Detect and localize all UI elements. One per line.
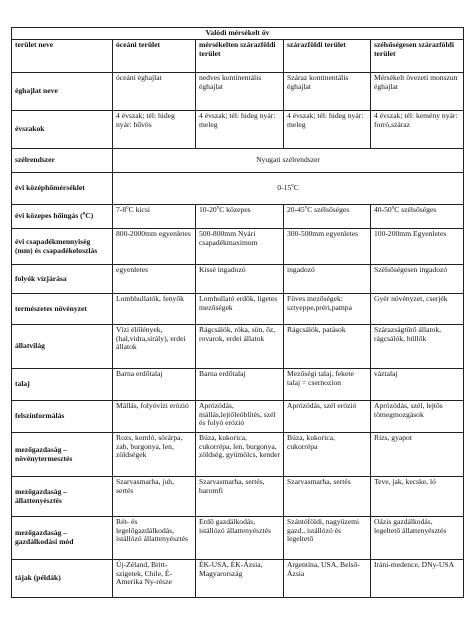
table-row-temperature-range bbox=[12, 205, 464, 229]
degree-superscript: o bbox=[291, 183, 294, 189]
table-cell: 4 évszak; tél: hideg nyár: meleg bbox=[196, 111, 284, 149]
header-cell-oceanic: óceáni terület bbox=[113, 40, 196, 73]
row-label: talaj bbox=[12, 369, 113, 401]
table-cell: Aprózódás, szél erózió bbox=[284, 401, 371, 433]
table-cell: Szarvasmarha, juh, sertés bbox=[113, 477, 196, 517]
degree-superscript: o bbox=[304, 205, 308, 211]
table-cell: Szarvasmarha, sertés, baromfi bbox=[196, 477, 284, 517]
table-cell: 800-2000mm egyenletes bbox=[113, 229, 196, 265]
row-label: természetes növényzet bbox=[12, 294, 113, 325]
value-text: C szélsőséges bbox=[307, 205, 350, 214]
table-cell: Szélsőségesen ingadozó bbox=[371, 265, 464, 294]
table-cell bbox=[113, 205, 196, 229]
header-cell-extreme-continental: szélsőségesen szárazföldi terület bbox=[371, 40, 464, 73]
degree-superscript: o bbox=[391, 205, 395, 211]
table-title: Valódi mérsékelt öv bbox=[12, 28, 464, 40]
value-text: 20-45 bbox=[287, 205, 305, 214]
row-label: állatvilág bbox=[12, 325, 113, 369]
value-text: C kicsi bbox=[128, 205, 150, 214]
row-label: évi csapadékmennyiség (mm) és csapadékeloszlás bbox=[12, 229, 113, 265]
table-row-climate-name bbox=[12, 73, 464, 111]
row-label: szélrendszer bbox=[12, 149, 113, 173]
table-cell: Füves mezőségek: sztyeppe,préri,pampa bbox=[284, 294, 371, 325]
table-cell: Rágcsálók, patások bbox=[284, 325, 371, 369]
table-row-wind-system bbox=[12, 149, 464, 173]
row-label: felszínformálás bbox=[12, 401, 113, 433]
unit-text: C bbox=[293, 183, 299, 193]
degree-superscript: o bbox=[216, 205, 220, 211]
table-cell: 4 évszak; tél: hideg nyár: hűvös bbox=[113, 111, 196, 149]
table-cell: 4 évszak; tél: kemény nyár: forró,száraz bbox=[371, 111, 464, 149]
merged-cell: Nyugati szélrendszer bbox=[113, 149, 464, 173]
table-row-river-regime bbox=[12, 265, 464, 294]
table-cell: Mállás, folyóvízi erózió bbox=[113, 401, 196, 433]
table-cell: Oázis gazdálkodás, legeltető állattenyésztés bbox=[371, 517, 464, 560]
table-row-vegetation bbox=[12, 294, 464, 325]
table-cell: Szántóföldi, nagyüzemi gazd., istállózó és legeltető bbox=[284, 517, 371, 560]
value-text: 7-8 bbox=[116, 205, 127, 214]
table-cell: Lomhullató erdők, ligetes mezőségek bbox=[196, 294, 284, 325]
degree-superscript: o bbox=[126, 205, 129, 211]
climate-zone-table bbox=[11, 27, 464, 598]
table-row-surface-shaping bbox=[12, 401, 464, 433]
table-cell: Lombhullatók, fenyők bbox=[113, 294, 196, 325]
table-row-mean-temperature bbox=[12, 173, 464, 205]
table-cell: Mérsékelt övezeti monszun éghajlat bbox=[371, 73, 464, 111]
table-cell: Rizs, gyapot bbox=[371, 433, 464, 477]
table-cell: Szárazságtűrő állatok, rágcsálók, hüllők bbox=[371, 325, 464, 369]
table-cell: 300-500mm egyenletes bbox=[284, 229, 371, 265]
table-cell: Búza, kukorica, cukorrépa bbox=[284, 433, 371, 477]
header-cell-continental: szárazföldi terület bbox=[284, 40, 371, 73]
row-label: mezőgazdaság – növénytermesztés bbox=[12, 433, 113, 477]
header-cell-area-name: terület neve bbox=[12, 40, 113, 73]
table-cell: Teve, jak, kecske, ló bbox=[371, 477, 464, 517]
table-cell: óceáni éghajlat bbox=[113, 73, 196, 111]
table-cell bbox=[284, 205, 371, 229]
table-cell bbox=[371, 205, 464, 229]
table-row-animal-husbandry bbox=[12, 477, 464, 517]
row-label: évszakok bbox=[12, 111, 113, 149]
table-cell: Búza, kukorica, cukorrépa, len, burgonya, zöldség, gyümölcs, kender bbox=[196, 433, 284, 477]
table-cell: ÉK-USA, ÉK-Ázsia, Magyarország bbox=[196, 560, 284, 598]
row-label: éghajlat neve bbox=[12, 73, 113, 111]
table-cell: Barna erdőtalaj bbox=[113, 369, 196, 401]
table-row-precipitation bbox=[12, 229, 464, 265]
row-label: folyók vízjárása bbox=[12, 265, 113, 294]
table-cell: Aprózódás, szél, lejtős tömegmozgások bbox=[371, 401, 464, 433]
merged-cell bbox=[113, 173, 464, 205]
value-text: C szélsőséges bbox=[394, 205, 437, 214]
row-label: mezőgazdaság – gazdálkodási mód bbox=[12, 517, 113, 560]
table-cell: 4 évszak; tél: hideg nyár: meleg bbox=[284, 111, 371, 149]
table-cell: nedves kontinentális éghajlat bbox=[196, 73, 284, 111]
value-text: 10-20 bbox=[199, 205, 217, 214]
table-row-crop-growing bbox=[12, 433, 464, 477]
table-cell: Új-Zéland, Britt-szigetek, Chile, É-Amerika Ny-része bbox=[113, 560, 196, 598]
table-row-farming-method bbox=[12, 517, 464, 560]
table-cell: Szarvasmarha, sertés bbox=[284, 477, 371, 517]
table-cell: Kissé ingadozó bbox=[196, 265, 284, 294]
table-row-fauna bbox=[12, 325, 464, 369]
value-text: C közepes bbox=[219, 205, 251, 214]
table-cell: váztalaj bbox=[371, 369, 464, 401]
value-text: 40-50 bbox=[374, 205, 392, 214]
table-cell: Vízi élőlények, (hal,vidra,sirály), erdei állatok bbox=[113, 325, 196, 369]
row-label bbox=[12, 205, 113, 229]
table-cell: ingadozó bbox=[284, 265, 371, 294]
table-row-landscapes bbox=[12, 560, 464, 598]
table-cell: 100-200mm Egyenletes bbox=[371, 229, 464, 265]
label-text: C) bbox=[85, 211, 94, 221]
document-page bbox=[11, 27, 463, 598]
table-title-row bbox=[12, 28, 464, 40]
row-label: mezőgazdaság – állattenyésztés bbox=[12, 477, 113, 517]
table-cell: Rozs, komló, sörárpa, zab, burgonya, len, zöldségek bbox=[113, 433, 196, 477]
degree-superscript: o bbox=[82, 211, 86, 217]
table-cell: 500-800mm Nyári csapadékmaximum bbox=[196, 229, 284, 265]
table-cell: Mezőségi talaj, fekete talaj = csernozion bbox=[284, 369, 371, 401]
table-cell: Iráni-medence, DNy-USA bbox=[371, 560, 464, 598]
table-cell: egyenletes bbox=[113, 265, 196, 294]
header-cell-moderate-continental: mérsékelten szárazföldi terület bbox=[196, 40, 284, 73]
table-row-seasons bbox=[12, 111, 464, 149]
table-cell: Száraz kontinentális éghajlat bbox=[284, 73, 371, 111]
table-cell: Aprózódás, mállás,lejtőleöblítés, szél és folyó erózió bbox=[196, 401, 284, 433]
table-cell: Argentína, USA, Belső-Ázsia bbox=[284, 560, 371, 598]
table-cell: Rét- és legelőgazdálkodás, istállózó állattenyésztés bbox=[113, 517, 196, 560]
row-label: évi középhőmérséklet bbox=[12, 173, 113, 205]
label-text: évi közepes hőingás ( bbox=[15, 211, 83, 221]
row-label: tájak (példák) bbox=[12, 560, 113, 598]
value-text: 0-15 bbox=[277, 183, 292, 193]
table-cell: Barna erdőtalaj bbox=[196, 369, 284, 401]
table-cell: Rágcsálók, róka, sün, őz, rovarok, erdei állatok bbox=[196, 325, 284, 369]
table-cell: Gyér növényzet, cserjék bbox=[371, 294, 464, 325]
table-cell bbox=[196, 205, 284, 229]
header-row bbox=[12, 40, 464, 73]
table-cell: Erdő gazdálkodás, istállózó állattenyésztés bbox=[196, 517, 284, 560]
table-row-soil bbox=[12, 369, 464, 401]
